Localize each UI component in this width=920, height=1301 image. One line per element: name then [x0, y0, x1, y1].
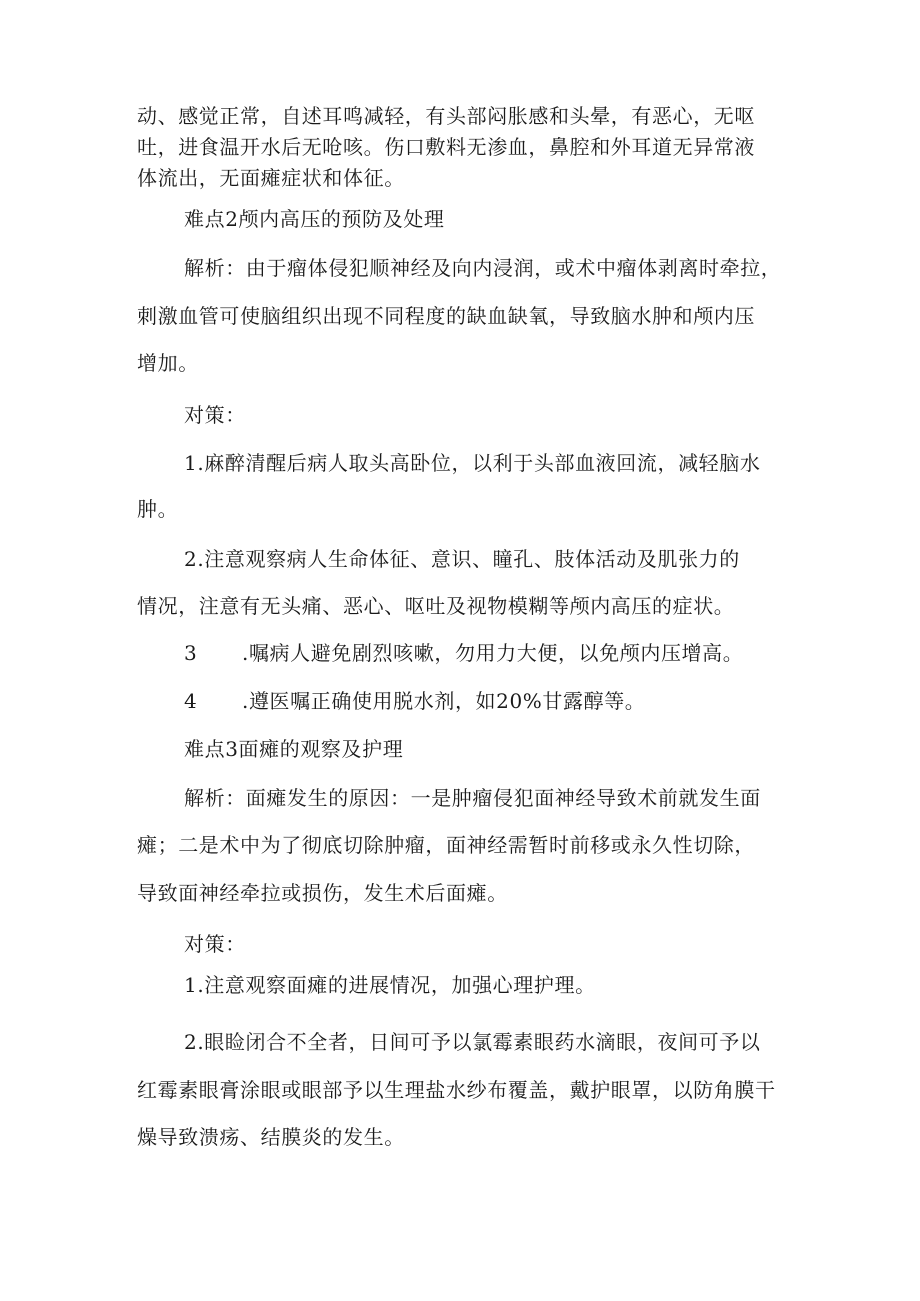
difficulty2-analysis-line-3: 增加。 [137, 351, 199, 375]
intro-line-3: 体流出，无面瘫症状和体征。 [137, 166, 405, 190]
intro-line-1: 动、感觉正常，自述耳鸣减轻，有头部闷胀感和头晕，有恶心，无呕 [137, 104, 755, 128]
difficulty3-analysis-line-1: 解析：面瘫发生的原因：一是肿瘤侵犯面神经导致术前就发生面 [184, 786, 761, 810]
difficulty2-item3 [184, 640, 743, 666]
difficulty3-heading: 难点3面瘫的观察及护理 [184, 737, 404, 761]
intro-line-2: 吐，进食温开水后无呛咳。伤口敷料无渗血，鼻腔和外耳道无异常液 [137, 135, 755, 159]
difficulty2-item4 [184, 688, 645, 714]
difficulty2-analysis-line-2: 刺激血管可使脑组织出现不同程度的缺血缺氧，导致脑水肿和颅内压 [137, 304, 755, 328]
difficulty3-analysis-line-2: 瘫；二是术中为了彻底切除肿瘤，面神经需暂时前移或永久性切除， [137, 833, 755, 857]
difficulty3-item2-line-2: 红霉素眼膏涂眼或眼部予以生理盐水纱布覆盖，戴护眼罩，以防角膜干 [137, 1078, 776, 1102]
difficulty3-item2-line-3: 燥导致溃疡、结膜炎的发生。 [137, 1125, 405, 1149]
difficulty2-analysis-line-1: 解析：由于瘤体侵犯顺神经及向内浸润，或术中瘤体剥离时牵拉， [184, 256, 782, 280]
difficulty2-item3-text: .嘱病人避免剧烈咳嗽，勿用力大便，以免颅内压增高。 [242, 641, 744, 665]
difficulty3-item1: 1.注意观察面瘫的进展情况，加强心理护理。 [184, 973, 596, 997]
difficulty3-measures-label: 对策： [184, 932, 246, 956]
difficulty3-analysis-line-3: 导致面神经牵拉或损伤，发生术后面瘫。 [137, 881, 508, 905]
difficulty2-item2-line-2: 情况，注意有无头痛、恶心、呕吐及视物模糊等颅内高压的症状。 [137, 594, 735, 618]
difficulty2-item1-line-2: 肿。 [137, 497, 179, 521]
difficulty2-item4-text: .遵医嘱正确使用脱水剂，如20%甘露醇等。 [242, 689, 646, 713]
difficulty2-item1-line-1: 1.麻醉清醒后病人取头高卧位，以利于头部血液回流，减轻脑水 [184, 451, 761, 475]
difficulty3-item2-line-1: 2.眼睑闭合不全者，日间可予以氯霉素眼药水滴眼，夜间可予以 [184, 1030, 761, 1054]
difficulty2-heading: 难点2颅内高压的预防及处理 [184, 207, 445, 231]
difficulty2-item4-number: 4 [184, 689, 198, 713]
difficulty2-measures-label: 对策： [184, 403, 246, 427]
difficulty2-item2-line-1: 2.注意观察病人生命体征、意识、瞳孔、肢体活动及肌张力的 [184, 547, 740, 571]
difficulty2-item3-number: 3 [184, 641, 198, 665]
